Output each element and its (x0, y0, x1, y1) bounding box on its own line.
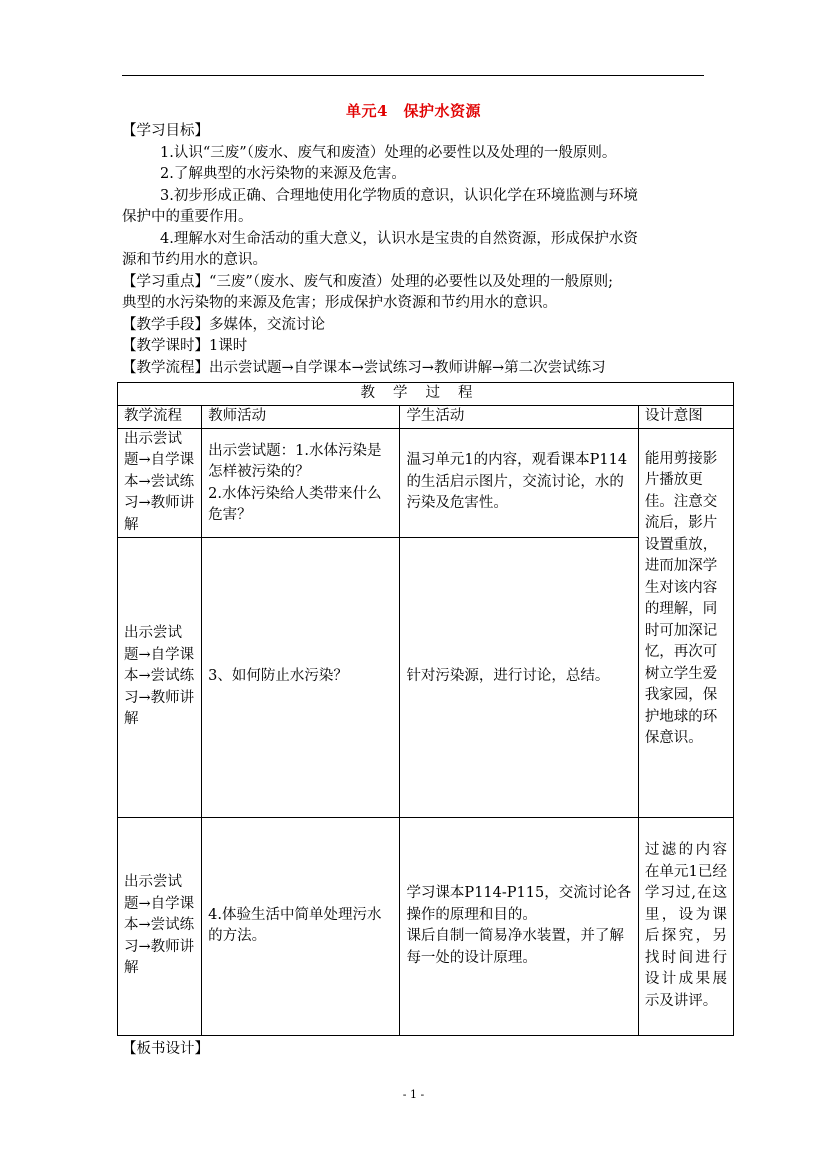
column-header-row (118, 405, 734, 428)
row2-student: 针对污染源，进行讨论，总结。 (400, 537, 638, 817)
teaching-flow: 【教学流程】出示尝试题→自学课本→尝试练习→教师讲解→第二次尝试练习 (122, 359, 606, 376)
teaching-process-table (117, 382, 734, 1036)
table-row (118, 817, 734, 1035)
key-points-line1: 【学习重点】“三废”（废水、废气和废渣）处理的必要性以及处理的一般原则; (122, 273, 613, 290)
objective-4-line2: 源和节约用水的意识。 (122, 252, 267, 268)
row1-teacher: 出示尝试题：1.水体污染是怎样被污染的？ 2.水体污染给人类带来什么危害？ (202, 428, 400, 537)
objective-4-line1: 4.理解水对生命活动的重大意义，认识水是宝贵的自然资源，形成保护水资 (160, 230, 638, 247)
col-teacher-header: 教师活动 (202, 405, 400, 428)
row3-intent: 过滤的内容在单元1已经学习过,在这里，设为课后探究，另找时间进行设计成果展示及讲评。 (638, 817, 733, 1035)
objective-3-line2: 保护中的重要作用。 (122, 209, 253, 225)
col-intent-header: 设计意图 (638, 405, 733, 428)
objective-3-line1: 3.初步形成正确、合理地使用化学物质的意识，认识化学在环境监测与环境 (160, 187, 638, 204)
objectives-label: 【学习目标】 (122, 123, 209, 139)
board-design-label: 【板书设计】 (122, 1041, 209, 1057)
row2-flow: 出示尝试题→自学课本→尝试练习→教师讲解 (118, 537, 202, 817)
merged-intent: 能用剪接影片播放更佳。注意交流后，影片设置重放，进而加深学生对该内容的理解，同时可加深记忆，再次可树立学生爱我家园，保护地球的环保意识。 (638, 428, 733, 817)
table-row (118, 428, 734, 537)
key-points-line2: 典型的水污染物的来源及危害；形成保护水资源和节约用水的意识。 (122, 295, 557, 311)
objectives-section (122, 121, 712, 379)
row2-teacher: 3、如何防止水污染？ (202, 537, 400, 817)
objective-2: 2.了解典型的水污染物的来源及危害。 (160, 166, 406, 182)
col-flow-header: 教学流程 (118, 405, 202, 428)
table-header: 教学过程 (118, 383, 734, 406)
table-header-row (118, 383, 734, 406)
objective-1: 1.认识“三废”（废水、废气和废渣）处理的必要性以及处理的一般原则。 (160, 144, 617, 161)
row1-student: 温习单元1的内容，观看课本P114的生活启示图片，交流讨论，水的污染及危害性。 (400, 428, 638, 537)
teaching-means: 【教学手段】多媒体，交流讨论 (122, 316, 325, 333)
page-title: 单元4 保护水资源 (346, 102, 481, 120)
header-rule (122, 75, 704, 76)
col-student-header: 学生活动 (400, 405, 638, 428)
page-number: - 1 - (402, 1088, 425, 1101)
row3-student: 学习课本P114-P115，交流讨论各操作的原理和目的。 课后自制一简易净水装置，并了解每一处的设计原理。 (400, 817, 638, 1035)
row3-flow: 出示尝试题→自学课本→尝试练习→教师讲解 (118, 817, 202, 1035)
row3-teacher: 4.体验生活中简单处理污水的方法。 (202, 817, 400, 1035)
row1-flow: 出示尝试题→自学课本→尝试练习→教师讲解 (118, 428, 202, 537)
teaching-hours: 【教学课时】1课时 (122, 338, 248, 354)
